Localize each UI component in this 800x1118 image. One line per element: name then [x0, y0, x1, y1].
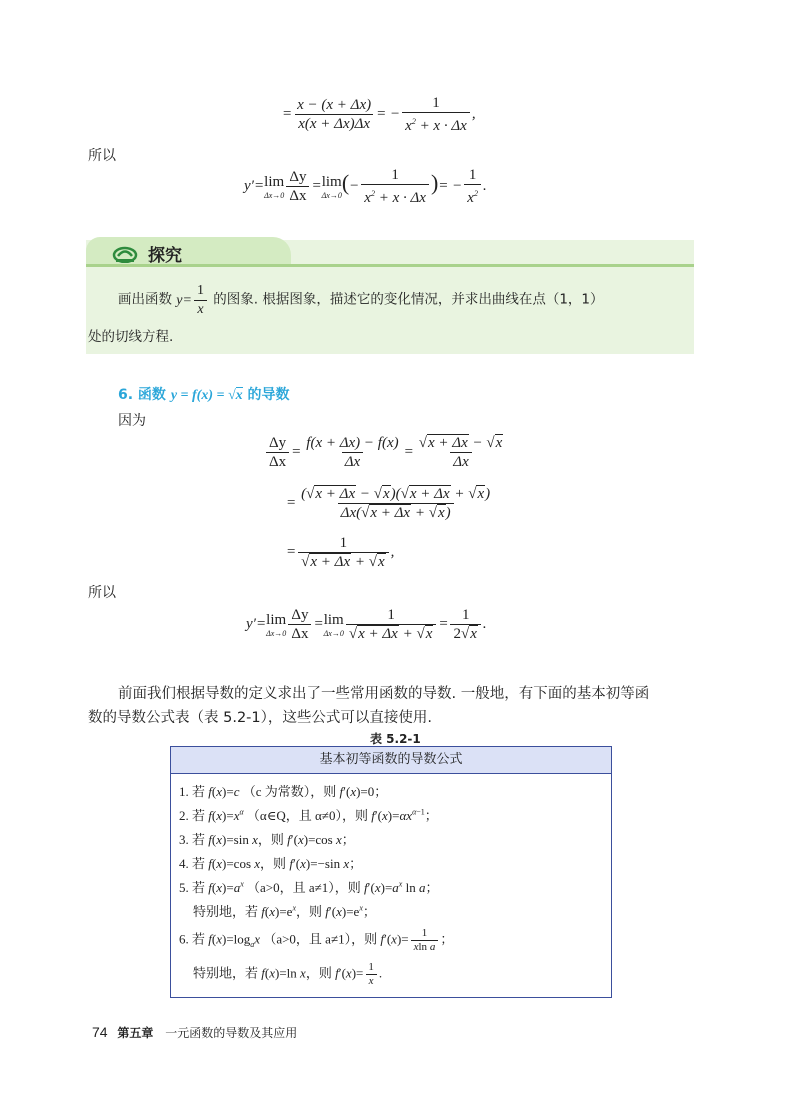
table-row-6b: 特别地，若 f(x)=ln x，则 f′(x)= $\frac{1}{x}$ .: [193, 961, 383, 987]
chapter-label: 第五章: [117, 1026, 154, 1040]
text-suoyi-2: 所以: [88, 585, 116, 601]
explore-icon: [112, 243, 138, 263]
page-number: 74: [92, 1024, 108, 1040]
equation-sqrt-3: = $\frac{1}{√x + \Delta x + √x}$ ,: [286, 535, 395, 570]
page-footer: [92, 1024, 297, 1041]
explore-line-2: 处的切线方程.: [88, 329, 174, 345]
paragraph-line-2: 数的导数公式表（表 5.2-1），这些公式可以直接使用.: [88, 710, 432, 726]
table-caption: 表 5.2-1: [370, 732, 421, 746]
formula-table: [170, 746, 612, 998]
equation-sqrt-1: $\frac{\Delta y}{\Delta x}$ = $\frac{f(x + \Delta x) - f(x)}{\Delta x}$ = $\frac{√x + \Delta x - √x}{\Delta x}$: [264, 434, 508, 471]
table-row-3: 3. 若 f(x)=sin x，则 f′(x)=cos x；: [179, 832, 355, 847]
table-row-1: 1. 若 f(x)=c （c 为常数），则 f′(x)=0；: [179, 784, 388, 799]
equation-top: = $\frac{x - (x + \Delta x)}{x(x + \Delta x)\Delta x}$ = − $\frac{1}{x^2 + x \cdot \Delta x}$ ,: [282, 95, 476, 134]
table-row-2: 2. 若 $f(x)=x^\alpha$ （α∈Q，且 α≠0），则 $f'(x)=\alpha x^{\alpha-1}$；: [179, 807, 438, 823]
table-row-4: 4. 若 f(x)=cos x，则 f′(x)=−sin x；: [179, 856, 363, 871]
equation-limit-1: y′= lim Δx→0 $\frac{\Delta y}{\Delta x}$ = lim Δx→0 (− $\frac{1}{x^2 + x \cdot \Delta x}$ )= − $\frac{1}{x^2}$ .: [244, 167, 487, 206]
paragraph-line-1: 前面我们根据导数的定义求出了一些常用函数的导数. 一般地，有下面的基本初等函: [118, 686, 650, 702]
explore-title: 探究: [148, 246, 182, 266]
explore-line-1: 画出函数 y= $\frac{1}{x}$ 的图象. 根据图象，描述它的变化情况，并求出曲线在点（1，1）: [118, 283, 604, 317]
chapter-title: 一元函数的导数及其应用: [165, 1026, 298, 1040]
section-heading: 6. 函数 y = f(x) = √x 的导数: [118, 387, 290, 403]
equation-sqrt-2: = $\frac{(√x + \Delta x - √x)(√x + \Delta x + √x)}{\Delta x(√x + \Delta x + √x)}$: [286, 486, 491, 521]
equation-limit-2: y′= lim Δx→0 $\frac{\Delta y}{\Delta x}$ = lim Δx→0 $\frac{1}{√x + \Delta x + √x}$ = $\frac{1}{2√x}$ .: [246, 607, 487, 642]
table-row-5b: 特别地，若 $f(x)=e^x$，则 $f'(x)=e^x$；: [193, 903, 376, 919]
table-row-5: 5. 若 $f(x)=a^x$ （a>0，且 a≠1），则 $f'(x)=a^x$ ln a；: [179, 879, 439, 895]
table-header: 基本初等函数的导数公式: [171, 747, 611, 774]
text-suoyi-1: 所以: [88, 148, 116, 164]
text-yinwei: 因为: [118, 413, 146, 429]
table-row-6: 6. 若 $f(x)=\log_ax$ （a>0，且 a≠1），则 f′(x)= $\frac{1}{\text{xln a}}$ ；: [179, 927, 454, 953]
